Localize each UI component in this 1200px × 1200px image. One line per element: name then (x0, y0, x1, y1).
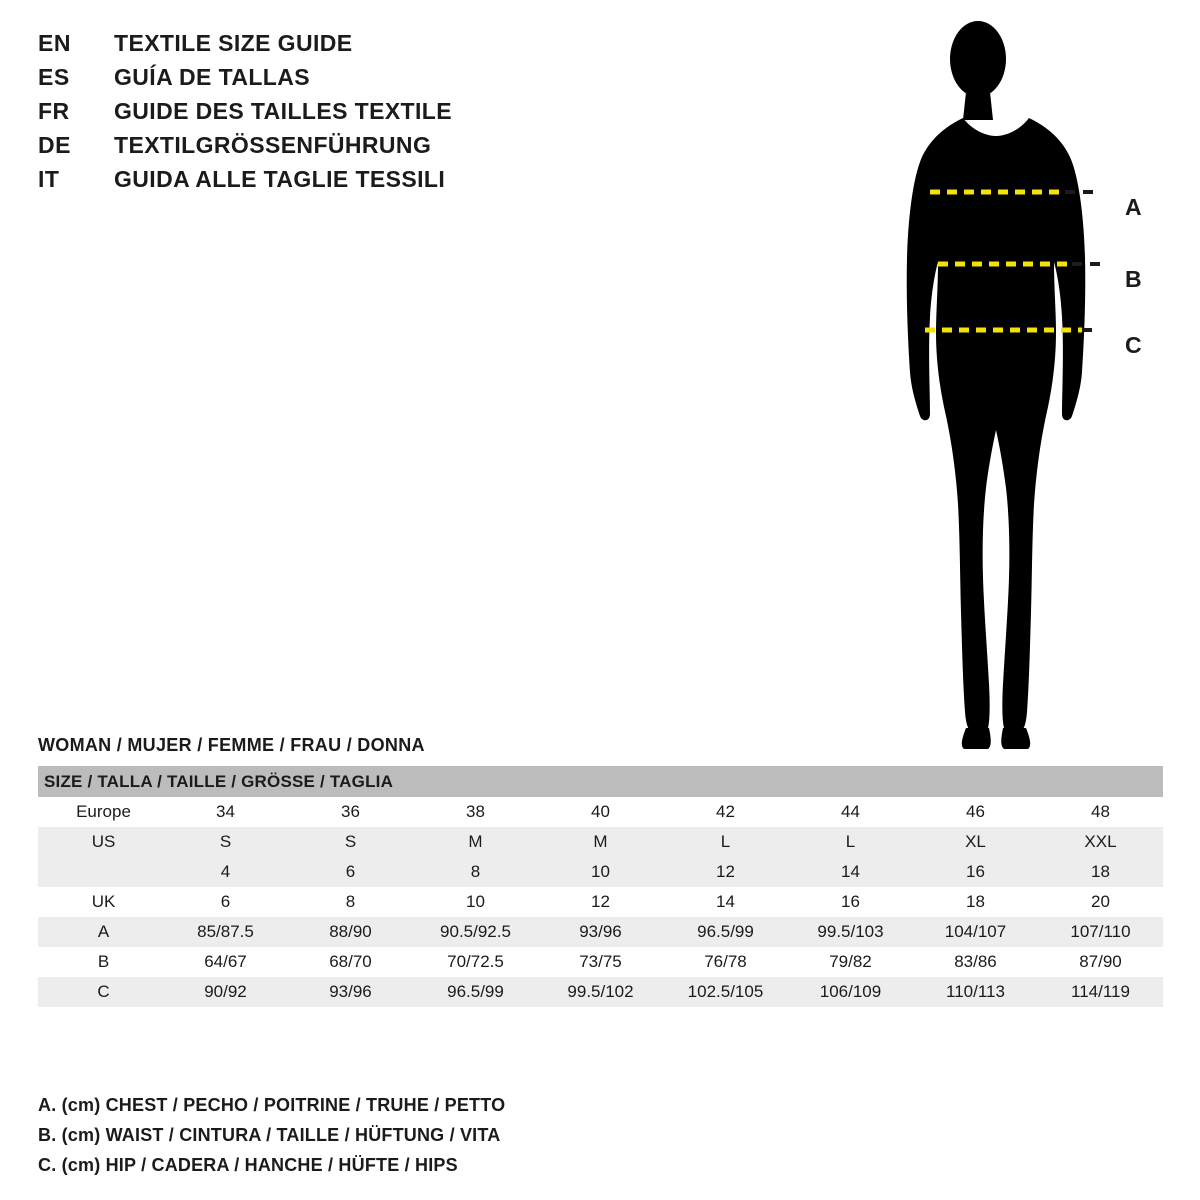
table-cell: 18 (1038, 857, 1163, 887)
language-title-list (38, 30, 658, 200)
table-cell: 114/119 (1038, 977, 1163, 1007)
table-cell: 102.5/105 (663, 977, 788, 1007)
table-cell: 73/75 (538, 947, 663, 977)
table-cell: 20 (1038, 887, 1163, 917)
table-cell: 110/113 (913, 977, 1038, 1007)
table-cell: 76/78 (663, 947, 788, 977)
language-title: GUÍA DE TALLAS (114, 64, 310, 90)
table-cell: L (788, 827, 913, 857)
table-cell: 10 (413, 887, 538, 917)
table-cell: 16 (913, 857, 1038, 887)
table-cell: 36 (288, 797, 413, 827)
table-cell: 96.5/99 (413, 977, 538, 1007)
size-table-section (38, 735, 1168, 1007)
table-cell: 90/92 (163, 977, 288, 1007)
table-cell: 93/96 (538, 917, 663, 947)
table-cell: XXL (1038, 827, 1163, 857)
body-silhouette-icon (860, 12, 1190, 752)
table-cell: 83/86 (913, 947, 1038, 977)
table-cell: XL (913, 827, 1038, 857)
table-cell: 44 (788, 797, 913, 827)
table-cell: 8 (413, 857, 538, 887)
table-cell: 18 (913, 887, 1038, 917)
legend-row-c: C. (cm) HIP / CADERA / HANCHE / HÜFTE / HIPS (38, 1155, 458, 1175)
row-label (38, 857, 163, 887)
language-row (38, 98, 658, 132)
table-cell: 10 (538, 857, 663, 887)
language-row (38, 132, 658, 166)
table-cell: 96.5/99 (663, 917, 788, 947)
table-cell: 104/107 (913, 917, 1038, 947)
language-code: IT (38, 166, 60, 192)
language-code: FR (38, 98, 70, 124)
table-row (38, 947, 1163, 977)
table-cell: 106/109 (788, 977, 913, 1007)
table-cell: 107/110 (1038, 917, 1163, 947)
table-cell: L (663, 827, 788, 857)
table-cell: S (163, 827, 288, 857)
table-cell: 14 (788, 857, 913, 887)
language-code: DE (38, 132, 71, 158)
table-cell: M (538, 827, 663, 857)
table-cell: 14 (663, 887, 788, 917)
language-title: GUIDE DES TAILLES TEXTILE (114, 98, 452, 124)
row-label: UK (38, 887, 163, 917)
language-title: GUIDA ALLE TAGLIE TESSILI (114, 166, 446, 192)
table-cell: 85/87.5 (163, 917, 288, 947)
table-row (38, 827, 1163, 857)
table-group-label: WOMAN / MUJER / FEMME / FRAU / DONNA (38, 735, 425, 755)
measure-label-c: C (1125, 332, 1142, 358)
table-cell: 68/70 (288, 947, 413, 977)
table-header-row (38, 766, 1163, 797)
table-cell: 79/82 (788, 947, 913, 977)
table-cell: 64/67 (163, 947, 288, 977)
table-cell: 90.5/92.5 (413, 917, 538, 947)
table-cell: M (413, 827, 538, 857)
legend-row-b: B. (cm) WAIST / CINTURA / TAILLE / HÜFTUNG / VITA (38, 1125, 501, 1145)
table-cell: 87/90 (1038, 947, 1163, 977)
table-row (38, 977, 1163, 1007)
size-table (38, 766, 1163, 1007)
table-cell: S (288, 827, 413, 857)
table-cell: 4 (163, 857, 288, 887)
table-cell: 40 (538, 797, 663, 827)
language-code: ES (38, 64, 70, 90)
table-cell: 16 (788, 887, 913, 917)
table-header-cell: SIZE / TALLA / TAILLE / GRÖSSE / TAGLIA (38, 766, 1163, 797)
table-cell: 12 (538, 887, 663, 917)
table-row (38, 797, 1163, 827)
row-label: B (38, 947, 163, 977)
legend-row-a: A. (cm) CHEST / PECHO / POITRINE / TRUHE / PETTO (38, 1095, 506, 1115)
table-cell: 99.5/102 (538, 977, 663, 1007)
row-label: US (38, 827, 163, 857)
language-row (38, 64, 658, 98)
row-label: C (38, 977, 163, 1007)
table-cell: 99.5/103 (788, 917, 913, 947)
measure-label-b: B (1125, 266, 1142, 292)
table-cell: 46 (913, 797, 1038, 827)
row-label: A (38, 917, 163, 947)
language-row (38, 166, 658, 200)
row-label: Europe (38, 797, 163, 827)
table-cell: 6 (163, 887, 288, 917)
table-cell: 42 (663, 797, 788, 827)
table-cell: 34 (163, 797, 288, 827)
table-cell: 48 (1038, 797, 1163, 827)
table-cell: 70/72.5 (413, 947, 538, 977)
female-body-figure (860, 12, 1190, 752)
table-row (38, 917, 1163, 947)
language-title: TEXTILGRÖSSENFÜHRUNG (114, 132, 432, 158)
table-row (38, 887, 1163, 917)
language-code: EN (38, 30, 71, 56)
table-cell: 12 (663, 857, 788, 887)
measure-label-a: A (1125, 194, 1142, 220)
table-row (38, 857, 1163, 887)
language-row (38, 30, 658, 64)
table-cell: 8 (288, 887, 413, 917)
language-title: TEXTILE SIZE GUIDE (114, 30, 353, 56)
table-cell: 88/90 (288, 917, 413, 947)
measurement-legend (38, 1090, 738, 1180)
table-cell: 38 (413, 797, 538, 827)
table-cell: 6 (288, 857, 413, 887)
table-cell: 93/96 (288, 977, 413, 1007)
